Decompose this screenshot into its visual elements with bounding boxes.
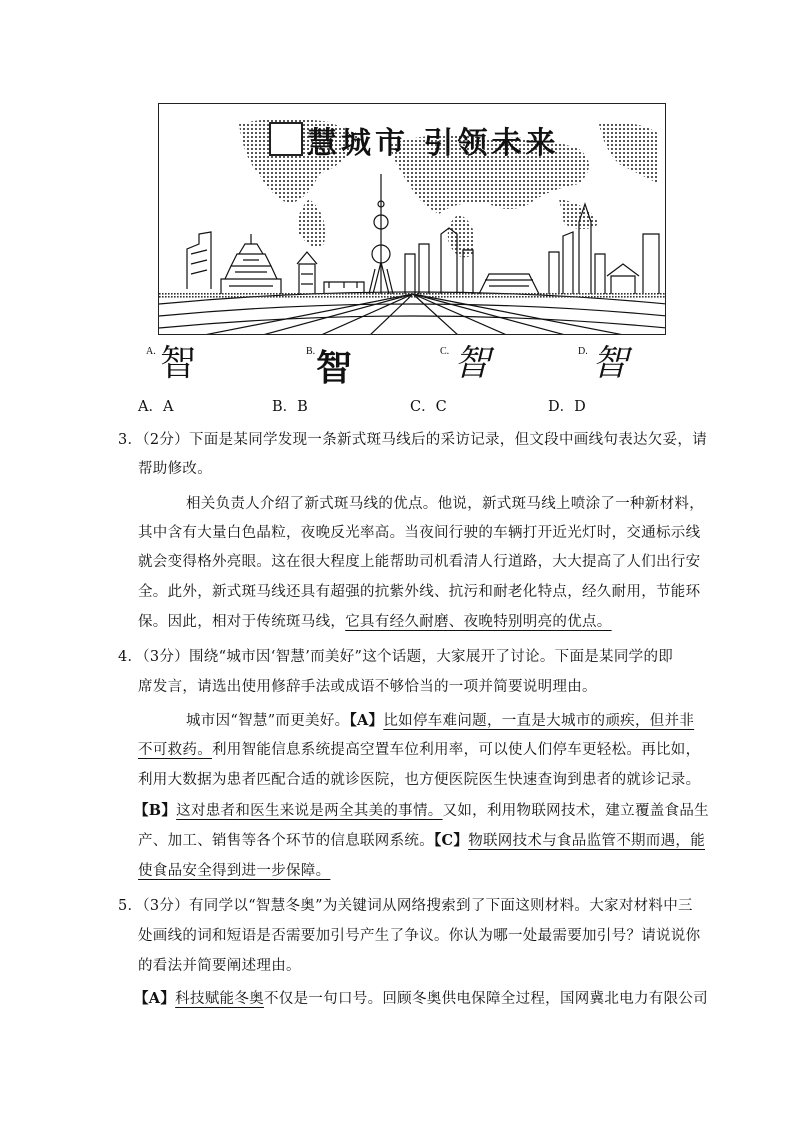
q3-underlined-sentence: 它具有经久耐磨、夜晚特别明亮的优点。 [345,614,612,630]
q5-passage-line1 [134,987,708,1008]
q4-stem-line1: 4．（3分）围绕“城市因‘智慧’而美好”这个话题，大家展开了讨论。下面是某同学的即 [118,649,674,665]
q3-stem-line1: 3．（2分）下面是某同学发现一条新式斑马线后的采访记录，但文段中画线句表达欠妥，请 [118,432,707,448]
q5-underlined-a: 科技赋能冬奥 [175,991,264,1007]
q4-passage-line1 [186,709,694,730]
q3-stem-line2: 帮助修改。 [138,461,212,477]
option-d-glyph: 智 [592,343,629,384]
q4-underlined-a-2: 不可救药。 [138,742,212,758]
q4-stem-line2: 席发言，请选出使用修辞手法或成语不够恰当的一项并简要说明理由。 [138,679,597,695]
answer-b[interactable]: B．B [272,399,308,415]
option-c-label: C. [440,346,450,357]
q4-passage-line6 [138,859,330,880]
q5-marker-a: 【A】 [134,990,176,1007]
q4-p1-text: 城市因“智慧”而更美好。 [186,713,350,729]
answer-d[interactable]: D．D [548,399,586,415]
q4-p4-text: 又如，利用物联网技术，建立覆盖食品生 [442,803,709,819]
q4-passage-line3: 利用大数据为患者匹配合适的就诊医院，也方便医院医生快速查询到患者的就诊记录。 [138,772,701,788]
option-b-label: B. [306,346,316,357]
q4-underlined-c-2: 使食品安全得到进一步保障。 [138,863,331,879]
option-a-label: A. [146,346,156,357]
poster-illustration [158,103,666,335]
q5-p1-text: 不仅是一句口号。回顾冬奥供电保障全过程，国网冀北电力有限公司 [263,991,708,1007]
option-b-glyph: 智 [316,347,353,389]
q4-p5-text: 产、加工、销售等各个环节的信息联网系统。 [138,833,434,849]
q4-marker-c: 【C】 [434,832,469,849]
option-a-glyph: 智 [160,343,197,384]
q5-stem-line2: 处画线的词和短语是否需要加引号产生了争议。你认为哪一处最需要加引号？请说说你 [138,928,701,944]
option-c-glyph: 智 [454,343,491,384]
q3-passage-line3: 就会变得格外亮眼。这在很大程度上能帮助司机看清人行道路，大大提高了人们出行安 [138,554,701,570]
q3-passage-line1: 相关负责人介绍了新式斑马线的优点。他说，新式斑马线上喷涂了一种新材料， [186,496,704,512]
q5-stem-line3: 的看法并简要阐述理由。 [138,958,301,974]
q3-passage-line2: 其中含有大量白色晶粒，夜晚反光率高。当夜间行驶的车辆打开近光灯时，交通标示线 [138,525,701,541]
option-d-label: D. [578,346,588,357]
q4-underlined-c-1: 物联网技术与食品监管不期而遇，能 [468,833,706,849]
q4-passage-line4 [134,799,709,820]
poster-title: 慧城市 引领未来 [307,126,560,161]
answer-a[interactable]: A．A [138,399,174,415]
q4-passage-line2 [138,738,700,759]
q4-underlined-b: 这对患者和医生来说是两全其美的事情。 [176,803,443,819]
q4-p2-text: 利用智能信息系统提高空置车位利用率，可以使人们停车更轻松。再比如， [212,742,701,758]
q3-passage-line5-text: 保。因此，相对于传统斑马线， [138,614,346,630]
q3-passage-line5 [138,610,612,631]
blank-character-box [269,122,303,156]
q4-underlined-a-1: 比如停车难问题，一直是大城市的顽疾，但并非 [383,713,695,729]
answer-c[interactable]: C．C [410,399,447,415]
q5-stem-line1: 5．（3分）有同学以“智慧冬奥”为关键词从网络搜索到了下面这则材料。大家对材料中三 [118,898,693,914]
q4-marker-b: 【B】 [134,802,177,819]
q4-marker-a: 【A】 [349,712,384,729]
q4-passage-line5 [138,829,705,850]
q3-passage-line4: 全。此外，新式斑马线还具有超强的抗紫外线、抗污和耐老化特点，经久耐用，节能环 [138,584,701,600]
